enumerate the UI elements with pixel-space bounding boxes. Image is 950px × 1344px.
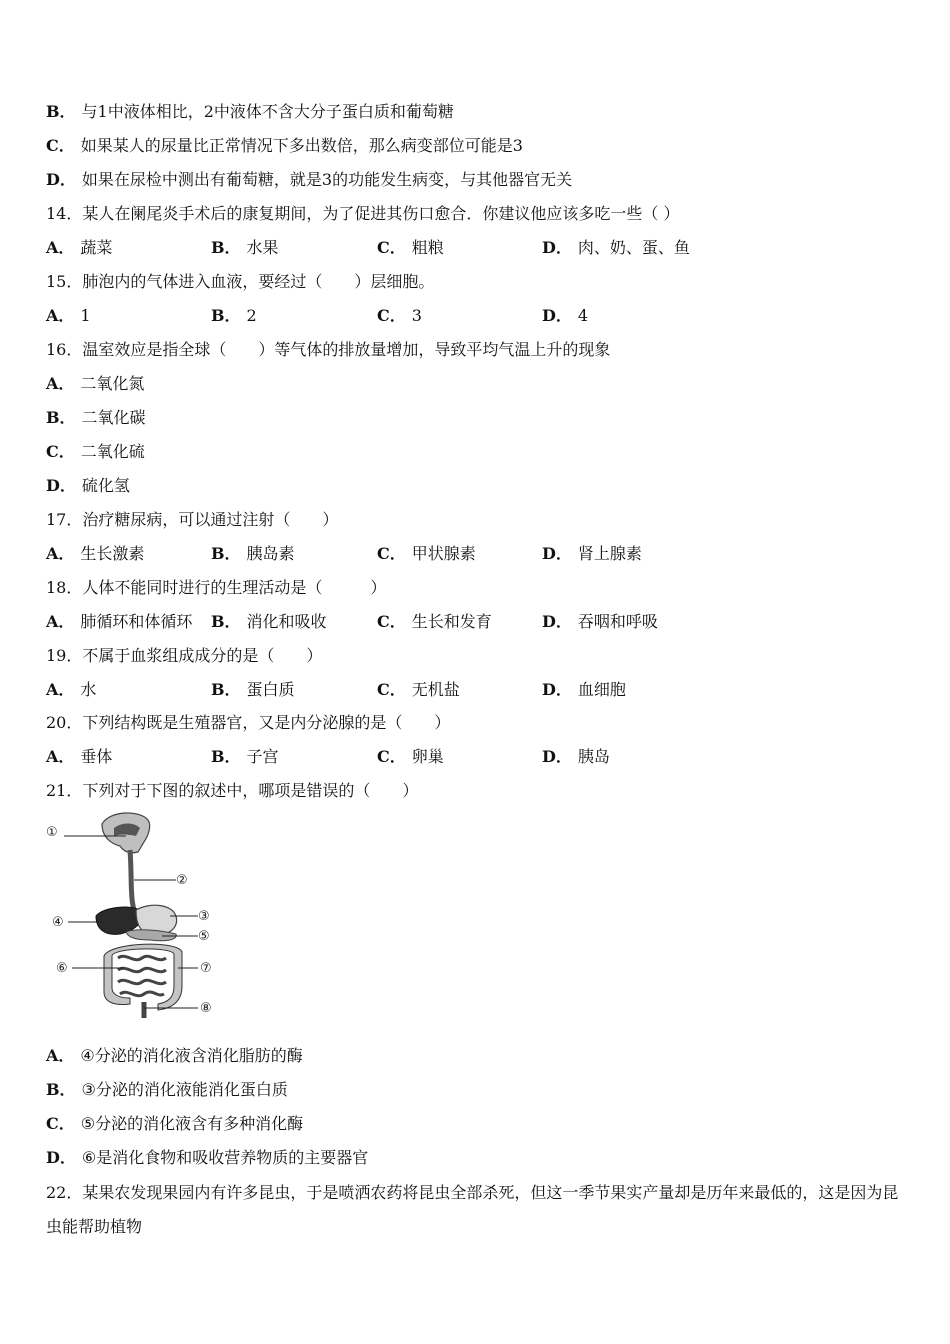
large-intestine-shape	[104, 944, 182, 1010]
figure-label-2: ②	[176, 873, 188, 888]
q13-option-d: D． 如果在尿检中测出有葡萄糖，就是3的功能发生病变，与其他器官无关	[46, 170, 573, 189]
q16-option-d: D． 硫化氢	[46, 476, 130, 495]
q15-option-d: D． 4	[542, 306, 589, 325]
q21-option-a: A． ④分泌的消化液含消化脂肪的酶	[46, 1046, 303, 1065]
q16-option-c: C． 二氧化硫	[46, 442, 145, 461]
q21-option-d: D． ⑥是消化食物和吸收营养物质的主要器官	[46, 1148, 369, 1167]
q14-stem: 14．某人在阑尾炎手术后的康复期间，为了促进其伤口愈合．你建议他应该多吃一些（ ）	[46, 204, 680, 223]
q20-stem: 20．下列结构既是生殖器官，又是内分泌腺的是（ ）	[46, 713, 451, 732]
q17-option-a: A． 生长激素	[46, 544, 145, 563]
q19-option-d: D． 血细胞	[542, 680, 626, 699]
q19-stem: 19．不属于血浆组成成分的是（ ）	[46, 646, 323, 665]
figure-label-8: ⑧	[200, 1001, 212, 1016]
q22-stem: 22．某果农发现果园内有许多昆虫，于是喷洒农药将昆虫全部杀死，但这一季节果实产量却是历年来最低的，这是因为昆虫能帮助植物	[46, 1183, 899, 1236]
q17-option-b: B． 胰岛素	[211, 544, 295, 563]
q19-option-a: A． 水	[46, 680, 97, 699]
q13-option-c: C． 如果某人的尿量比正常情况下多出数倍，那么病变部位可能是3	[46, 136, 523, 155]
q18-option-b: B． 消化和吸收	[211, 612, 327, 631]
q14-option-b: B． 水果	[211, 238, 279, 257]
q20-option-c: C． 卵巢	[377, 747, 444, 766]
q18-option-c: C． 生长和发育	[377, 612, 492, 631]
q17-stem: 17．治疗糖尿病，可以通过注射（ ）	[46, 510, 339, 529]
q16-stem: 16．温室效应是指全球（ ）等气体的排放量增加，导致平均气温上升的现象	[46, 340, 611, 359]
q15-stem: 15．肺泡内的气体进入血液，要经过（ ）层细胞。	[46, 272, 435, 291]
q18-option-d: D． 吞咽和呼吸	[542, 612, 658, 631]
q18-stem: 18．人体不能同时进行的生理活动是（ ）	[46, 578, 387, 597]
q21-option-c: C． ⑤分泌的消化液含有多种消化酶	[46, 1114, 304, 1133]
q14-option-a: A． 蔬菜	[46, 238, 113, 257]
q21-stem: 21．下列对于下图的叙述中，哪项是错误的（ ）	[46, 781, 419, 800]
digestive-system-diagram	[40, 806, 240, 1026]
q20-option-d: D． 胰岛	[542, 747, 610, 766]
q17-option-c: C． 甲状腺素	[377, 544, 476, 563]
figure-label-6: ⑥	[56, 961, 68, 976]
q16-option-b: B． 二氧化碳	[46, 408, 146, 427]
q15-option-b: B． 2	[211, 306, 257, 325]
small-intestine-shape	[118, 956, 166, 995]
q13-option-b: B． 与1中液体相比，2中液体不含大分子蛋白质和葡萄糖	[46, 102, 454, 121]
q14-option-c: C． 粗粮	[377, 238, 444, 257]
q15-option-c: C． 3	[377, 306, 422, 325]
q19-option-c: C． 无机盐	[377, 680, 460, 699]
figure-label-4: ④	[52, 915, 64, 930]
figure-label-5: ⑤	[198, 929, 210, 944]
figure-label-7: ⑦	[200, 961, 212, 976]
q21-option-b: B． ③分泌的消化液能消化蛋白质	[46, 1080, 288, 1099]
figure-label-3: ③	[198, 909, 210, 924]
q19-option-b: B． 蛋白质	[211, 680, 295, 699]
q14-option-d: D． 肉、奶、蛋、鱼	[542, 238, 690, 257]
esophagus-shape	[130, 850, 134, 910]
figure-label-1: ①	[46, 825, 58, 840]
q20-option-a: A． 垂体	[46, 747, 113, 766]
q20-option-b: B． 子宫	[211, 747, 279, 766]
q16-option-a: A． 二氧化氮	[46, 374, 145, 393]
q15-option-a: A． 1	[46, 306, 91, 325]
q17-option-d: D． 肾上腺素	[542, 544, 642, 563]
q18-option-a: A． 肺循环和体循环	[46, 612, 193, 631]
